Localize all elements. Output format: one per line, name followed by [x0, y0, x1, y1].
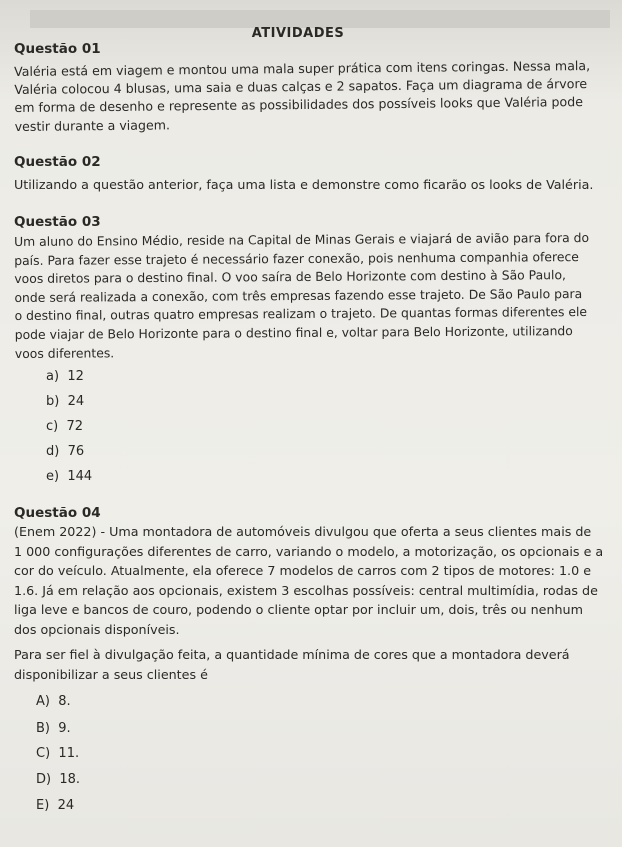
- q3-line: voos diferentes.: [14, 344, 115, 361]
- q3-option-b[interactable]: [46, 394, 84, 409]
- q4-prompt-line: Para ser fiel à divulgação feita, a quantidade mínima de cores que a montadora deverá: [14, 647, 570, 662]
- q2-heading: Questão 02: [14, 154, 101, 170]
- option-letter: a): [46, 369, 60, 384]
- option-value: 72: [66, 419, 84, 434]
- q1-line: Valéria colocou 4 blusas, uma saia e duas calças e 2 sapatos. Faça um diagrama de árvore: [14, 76, 588, 98]
- q4-line: 1.6. Já em relação aos opcionais, existem 3 escolhas possíveis: central multimídia, rodas de: [14, 582, 598, 598]
- option-letter: A): [36, 694, 50, 709]
- q4-line: dos opcionais disponíveis.: [14, 621, 180, 637]
- q3-heading: Questão 03: [14, 214, 101, 230]
- q1-text: [14, 57, 591, 136]
- q3-text: [14, 229, 590, 363]
- q3-option-e[interactable]: [46, 469, 92, 484]
- q3-option-d[interactable]: [46, 444, 84, 459]
- q4-option-b[interactable]: [36, 721, 71, 736]
- q3-line: voos diretos para o destino final. O voo saíra de Belo Horizonte com destino à São Paulo,: [14, 267, 567, 287]
- q4-option-c[interactable]: [36, 746, 79, 761]
- q1-heading: Questão 01: [14, 41, 101, 57]
- q4-prompt-line: disponibilizar a seus clientes é: [14, 666, 208, 682]
- q4-option-d[interactable]: [36, 772, 80, 787]
- q4-option-a[interactable]: [36, 694, 71, 709]
- q2-text: [14, 176, 593, 194]
- option-letter: D): [36, 772, 52, 787]
- q4-option-e[interactable]: [36, 798, 74, 813]
- option-letter: E): [36, 798, 50, 813]
- q4-line: liga leve e bancos de couro, podendo o cliente optar por incluir um, dois, três ou nenhum: [14, 602, 583, 618]
- option-value: 18.: [59, 772, 81, 787]
- option-value: 24: [67, 394, 85, 409]
- option-value: 8.: [58, 694, 71, 709]
- q4-line: 1 000 configurações diferentes de carro, variando o modelo, a motorização, os opcionais e a: [14, 543, 604, 559]
- option-value: 144: [67, 469, 93, 484]
- option-letter: b): [46, 394, 60, 409]
- q1-line: vestir durante a viagem.: [14, 116, 171, 134]
- q3-line: onde será realizada a conexão, com três empresas fazendo esse trajeto. De São Paulo para: [14, 285, 583, 305]
- option-letter: e): [46, 469, 60, 484]
- q4-line: cor do veículo. Atualmente, ela oferece 7 modelos de carros com 2 tipos de motores: 1.0 e: [14, 563, 591, 579]
- option-value: 76: [67, 444, 85, 459]
- q1-line: Valéria está em viagem e montou uma mala super prática com itens coringas. Nessa mala,: [14, 57, 591, 79]
- q3-line: país. Para fazer esse trajeto é necessário fazer conexão, pois nenhuma companhia oferece: [14, 248, 579, 268]
- q3-line: pode viajar de Belo Horizonte para o destino final e, voltar para Belo Horizonte, utilizando: [14, 323, 573, 342]
- page-title: ATIVIDADES: [251, 26, 345, 41]
- q4-heading: Questão 04: [14, 505, 101, 521]
- q3-option-c[interactable]: [46, 419, 83, 434]
- option-value: 12: [67, 369, 84, 384]
- q4-prompt: [14, 645, 570, 684]
- q1-line: em forma de desenho e represente as possibilidades dos possíveis looks que Valéria pode: [14, 94, 584, 116]
- option-value: 24: [57, 798, 75, 813]
- q2-line: Utilizando a questão anterior, faça uma lista e demonstre como ficarão os looks de Valéria.: [14, 177, 594, 192]
- option-letter: d): [46, 444, 60, 459]
- option-value: 9.: [58, 721, 71, 736]
- q3-line: o destino final, outras quatro empresas realizam o trajeto. De quantas formas diferentes ele: [14, 304, 588, 324]
- q4-text: [14, 522, 603, 640]
- option-letter: c): [46, 419, 59, 434]
- q4-line: (Enem 2022) - Uma montadora de automóveis divulgou que oferta a seus clientes mais de: [14, 524, 592, 539]
- q3-option-a[interactable]: [46, 369, 84, 384]
- option-letter: C): [36, 746, 51, 761]
- option-value: 11.: [58, 746, 80, 761]
- option-letter: B): [36, 721, 50, 736]
- q3-line: Um aluno do Ensino Médio, reside na Capital de Minas Gerais e viajará de avião para fora do: [14, 229, 590, 249]
